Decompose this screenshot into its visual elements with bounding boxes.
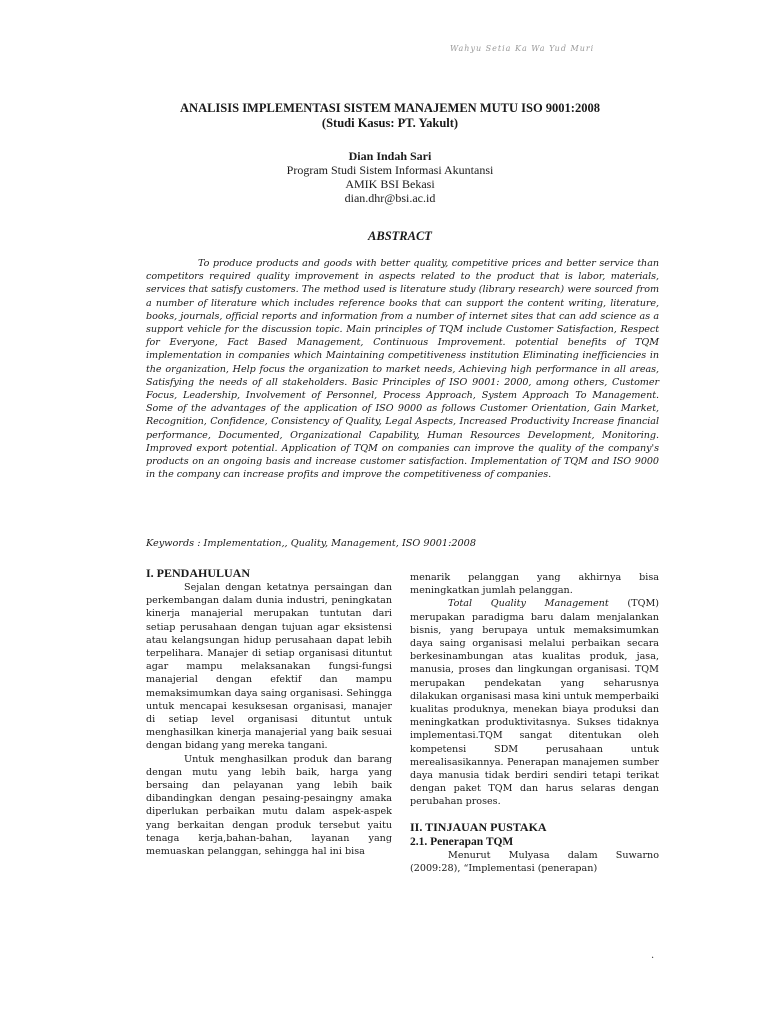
paper-title: ANALISIS IMPLEMENTASI SISTEM MANAJEMEN MUTU ISO 9001:2008: [180, 101, 600, 115]
tqm-term: Total Quality Management: [448, 598, 609, 610]
left-column: [146, 566, 392, 858]
section-heading-tinjauan: II. TINJAUAN PUSTAKA: [410, 819, 547, 834]
section-heading-pendahuluan: I. PENDAHULUAN: [146, 566, 251, 580]
abstract-heading: ABSTRACT: [368, 229, 432, 243]
tqm-text: (TQM) merupakan paradigma baru dalam menjalankan bisnis, yang berupaya untuk memaksimumkan daya saing organisasi melalui perbaikan secara berkesinambungan atas kualitas produk, jasa, manusia, proses dan lingkungan organisasi. TQM merupakan pendekatan yang seharusnya dilakukan organisasi masa kini untuk memperbaiki kualitas produknya, menekan biaya produksi dan meningkatkan produktivitasnya. Sukses tidaknya implementasi.TQM sangat ditentukan oleh kompetensi SDM perusahaan untuk merealisasikannya. Penerapan manajemen sumber daya manusia tidak berdiri sendiri tetapi terikat dengan paket TQM dan harus selaras dengan perubahan proses.: [410, 598, 660, 808]
running-header-watermark: Wahyu Setia Ka Wa Yud Muri: [450, 44, 595, 53]
paragraph: Untuk menghasilkan produk dan barang dengan mutu yang lebih baik, harga yang bersaing dan pelayanan yang lebih baik dibandingkan dengan pesaing-pesaingny amaka diperlukan perbaikan mutu dalam aspek-aspek yang berkaitan dengan produk tersebut yaitu tenaga kerja,bahan-bahan, layanan yang memuaskan pelanggan, sehingga hal ini bisa: [146, 753, 392, 858]
title-block: [120, 101, 660, 205]
abstract-body: To produce products and goods with better quality, competitive prices and better service than competitors required quality improvement in aspects related to the product that is labor, materials, services that satisfy customers. The method used is literature study (library research) were sourced from a number of literature which includes reference books that can support the content writing, literature, books, journals, official reports and information from a number of internet sites that can add science as a support vehicle for the discussion topic. Main principles of TQM include Customer Satisfaction, Respect for Everyone, Fact Based Management, Continuous Improvement. potential benefits of TQM implementation in companies which Maintaining competitiveness institution Eliminating inefficiencies in the organization, Help focus the organization to market needs, Achieving high performance in all areas, Satisfying the needs of all stakeholders. Basic Principles of ISO 9001: 2000, among others, Customer Focus, Leadership, Involvement of Personnel, Process Approach, System Approach To Management. Some of the advantages of the application of ISO 9000 as follows Customer Orientation, Gain Market, Recognition, Confidence, Consistency of Quality, Legal Aspects, Increased Productivity Increase financial performance, Documented, Organizational Capability, Human Resources Development, Monitoring. Improved export potential. Application of TQM on companies can improve the quality of the company's products on an ongoing basis and increase customer satisfaction. Implementation of TQM and ISO 9000 in the company can increase profits and improve the competitiveness of companies.: [146, 258, 659, 481]
paragraph: Menurut Mulyasa dalam Suwarno (2009:28), “Implementasi (penerapan): [410, 849, 659, 874]
author-program: Program Studi Sistem Informasi Akuntansi: [286, 163, 494, 177]
paragraph-tqm: [410, 597, 659, 808]
author-name: Dian Indah Sari: [348, 149, 432, 163]
author-institution: AMIK BSI Bekasi: [345, 177, 435, 191]
paragraph: menarik pelanggan yang akhirnya bisa meningkatkan jumlah pelanggan.: [410, 572, 659, 597]
author-block: [120, 149, 660, 205]
keywords-line: Keywords : Implementation,, Quality, Management, ISO 9001:2008: [146, 538, 477, 549]
subsection-heading-tqm: 2.1. Penerapan TQM: [410, 835, 514, 848]
paper-subtitle: (Studi Kasus: PT. Yakult): [321, 116, 459, 130]
page-mark: .: [651, 950, 655, 961]
author-email: dian.dhr@bsi.ac.id: [344, 191, 436, 205]
right-column: [410, 571, 659, 875]
paragraph: Sejalan dengan ketatnya persaingan dan perkembangan dalam dunia industri, peningkatan kinerja manajerial merupakan tuntutan dari setiap perusahaan dengan tujuan agar eksistensi atau kelangsungan hidup perusahaan dapat lebih terpelihara. Manajer di setiap organisasi dituntut agar mampu melaksanakan fungsi-fungsi manajerial dengan efektif dan mampu memaksimumkan daya saing organisasi. Sehingga untuk mencapai kesuksesan organisasi, manajer di setiap level organisasi dituntut untuk menghasilkan kinerja manajerial yang baik sesuai dengan bidang yang mereka tangani.: [146, 582, 392, 752]
